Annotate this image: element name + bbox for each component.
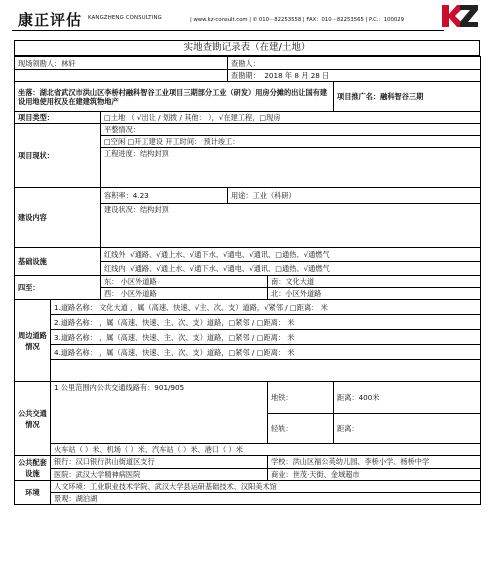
infra-label: 基础设施 [15,248,101,276]
date-label: 查勘期： [231,71,260,80]
road-row: 2.道路名称： ，属（高速、快速、主、次、支）道路，□紧邻 / □距离： 米 [51,315,481,330]
promo-name-cell: 项目推广名：融科智谷三期 [334,82,481,112]
east-cell: 东： 小区外道路 [101,276,268,288]
location-cell: 坐落：湖北省武汉市洪山区李桥村融科智谷工业项目三期部分工业（研发）用房分摊的出让国有建设用地使用权及在建建筑物地产 [15,82,334,112]
company-name: 康正评估 [18,11,83,29]
road-row: 3.道路名称： ，属（高速、快速、主、次、支）道路，□紧邻 / □距离： 米 [51,330,481,345]
status-row: □空闲 □开工建设 开工时间： 预计竣工： [101,136,481,148]
construction-label: 建设内容 [15,188,101,248]
infra-row-value: √通路、√通上水、√通下水、√通电、√通讯、□通热、√通燃气 [130,264,330,273]
hospital-cell: 医院：武汉大学精神病医院 [51,468,268,481]
environment-label: 环境 [15,481,51,505]
bus-lines-cell: 1 公里范围内公共交通线路有：901/905 [51,382,268,444]
status-row: 工程进度：结构封顶 [101,148,481,188]
rail-cell: 轻轨： [268,414,334,444]
infra-row-label: 红线内 [104,264,126,273]
header-divider [12,30,444,31]
project-type-value: □土地 （ √出让 / 划拨 / 其他： ），√在建工程，□现房 [101,112,481,124]
landscape-cell: 景观：湖泊湖 [51,493,481,505]
guide-cell: 现场领勘人：林轩 [15,57,228,70]
survey-table [14,56,481,505]
south-cell: 南：文化大道 [268,276,481,288]
kz-logo-icon [440,3,480,29]
surveyor-cell: 查勘人： [228,57,481,70]
build-status-cell: 建设状况：结构封顶 [101,204,481,248]
roads-label: 周边道路情况 [15,300,51,382]
bank-cell: 银行：汉口银行洪山街道区支行 [51,456,268,469]
subway-cell: 地铁： [268,382,334,414]
status-row: 平整情况： [101,124,481,136]
road-row: 1.道路名称： 文化大道 ，属（高速、快速、√主、次、支）道路，√紧邻 / □距离： 米 [51,300,481,315]
date-value: 2018 年 8 月 28 日 [264,71,330,80]
commerce-cell: 商业：世茂·天街、金域超市 [268,468,481,481]
road-row: 4.道路名称： ，属（高速、快速、主、次、支）道路，□紧邻 / □距离： 米 [51,345,481,360]
transit-label: 公共交通情况 [15,382,51,456]
sizhi-label: 四至： [15,276,101,300]
school-cell: 学校：洪山区福公英幼儿园、李桥小学、杨桥中学 [268,456,481,469]
west-cell: 西： 小区外道路 [101,288,268,300]
project-type-label: 项目类型： [15,112,101,124]
date-cell [228,70,481,82]
status-label: 项目现状： [15,124,101,188]
contact-info: | www.kz-consult.com | ✆ 010－82253558 | FAX：010－82253565 | P.C.：100029 [190,17,404,23]
company-english-name: KANGZHENG CONSULTING [88,15,162,21]
plot-ratio-cell: 容积率：4.23 [101,188,228,204]
infra-row-value: √通路、√通上水、√通下水、√通电、√通讯、□通热、√通燃气 [130,250,330,259]
stations-cell: 火车站（ ）米、机场（ ）米、汽车站（ ）米、港口（ ）米 [51,444,481,456]
page-header [0,0,492,32]
infra-row [101,248,481,262]
facilities-label: 公共配套设施 [15,456,51,481]
form-title: 实地查勘记录表（在建/土地） [14,40,480,56]
road-row-blank [51,360,481,382]
infra-row [101,262,481,276]
subway-distance-cell: 距离：400米 [334,382,481,414]
infra-row-label: 红线外 [104,250,126,259]
survey-form [14,40,480,505]
humanities-cell: 人文环境：工业职业技术学院、武汉大学县运研基础技术、汉阳美术馆 [51,481,481,493]
use-cell: 用途：工业（科研） [228,188,481,204]
blank-cell [15,70,228,82]
rail-distance-cell: 距离： [334,414,481,444]
north-cell: 北：小区外道路 [268,288,481,300]
